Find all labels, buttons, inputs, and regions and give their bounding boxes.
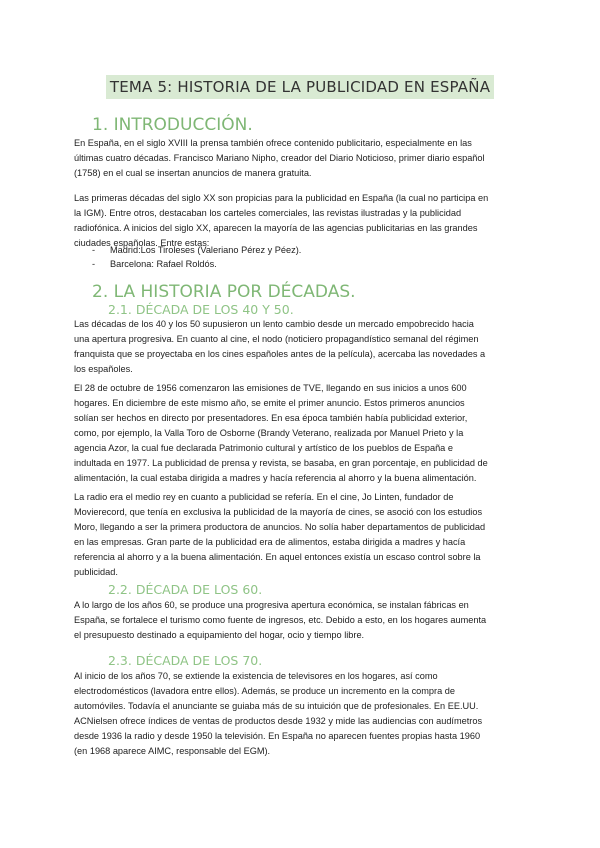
text-line: indultada en 1977. La publicidad de prensa y revista, se basaba, en gran porcentaje, en publicidad de [74,458,488,468]
text-line: Al inicio de los años 70, se extiende la existencia de televisores en los hogares, así como [74,671,438,681]
subsection-heading-40-50: 2.1. DÉCADA DE LOS 40 Y 50. [108,302,294,317]
text-line: en las empresas. Gran parte de la publicidad era de alimentos, estaba dirigida a madres y hacía [74,537,466,547]
text-line: los españoles. [74,364,133,374]
document-title: TEMA 5: HISTORIA DE LA PUBLICIDAD EN ESPAÑA [106,75,494,99]
text-line: como, por ejemplo, la Valla Toro de Osborne (Brandy Veterano, realizada por Manuel Prieto y la [74,428,464,438]
text-line: (en 1968 aparece AIMC, responsable del EGM). [74,746,271,756]
text-line: referencia al ahorro y a la buena alimentación. En aquel entonces existía un escaso control sobre la [74,552,481,562]
text-line: Las décadas de los 40 y los 50 supusieron un lento cambio desde un mercado empobrecido hacia [74,319,474,329]
section-heading-introduccion: 1. INTRODUCCIÓN. [92,115,253,135]
text-line: el presupuesto destinado a equipamiento del hogar, ocio y tiempo libre. [74,630,365,640]
text-line: solían ser hechos en directo por presentadores. En esa época también había publicidad exterior, [74,413,468,423]
text-line: La radio era el medio rey en cuanto a publicidad se refería. En el cine, Jo Linten, fundador de [74,492,454,502]
section-heading-historia: 2. LA HISTORIA POR DÉCADAS. [92,282,356,302]
text-line: automóviles. Todavía el anunciante se guiaba más de su intuición que de profesionales. En EE.UU. [74,701,479,711]
text-line: desde 1936 la radio y desde 1950 la televisión. En España no aparecen fuentes propias hasta 1960 [74,731,481,741]
text-line: A lo largo de los años 60, se produce una progresiva apertura económica, se instalan fábricas en [74,600,469,610]
paragraph [74,669,526,759]
text-line: alimentación, la cual estaba dirigida a madres y hacía referencia al ahorro y la buena alimentación. [74,473,477,483]
text-line: ACNielsen ofrece índices de ventas de productos desde 1932 y mide las audiencias con audímetros [74,716,483,726]
text-line: últimas cuatro décadas. Francisco Mariano Nipho, creador del Diario Noticioso, primer diario español [74,153,485,163]
text-line: España, se fortalece el turismo como fuente de ingresos, etc. Debido a esto, en los hogares aumenta [74,615,487,625]
text-line: una apertura progresiva. En cuanto al cine, el nodo (noticiero propagandístico semanal del régimen [74,334,479,344]
paragraph [74,598,526,643]
text-line: Las primeras décadas del siglo XX son propicias para la publicidad en España (la cual no participa en [74,193,489,203]
subsection-heading-60: 2.2. DÉCADA DE LOS 60. [108,582,263,597]
list-item: - Barcelona: Rafael Roldós. [92,257,301,271]
text-line: Movierecord, que tenía en exclusiva la publicidad de la mayoría de cines, se asoció con los estudios [74,507,483,517]
text-line: ciudades españolas. Entre estas: [74,238,210,248]
paragraph [74,136,526,181]
text-line: Moro, llegando a ser la primera productora de anuncios. No solía haber departamentos de publicidad [74,522,486,532]
text-line: publicidad. [74,567,118,577]
text-line: hogares. En diciembre de este mismo año, se emite el primer anuncio. Estos primeros anuncios [74,398,465,408]
text-line: franquista que se proyectaba en los cines españoles antes de la película), acercaba las novedades a [74,349,486,359]
text-line: electrodomésticos (lavadora entre ellos). Además, se produce un incremento en la compra de [74,686,455,696]
text-line: El 28 de octubre de 1956 comenzaron las emisiones de TVE, llegando en sus inicios a unos 600 [74,383,467,393]
list-item: - Madrid:Los Tiroleses (Valeriano Pérez y Péez). [92,243,301,257]
text-line: En España, en el siglo XVIII la prensa también ofrece contenido publicitario, especialmente en las [74,138,472,148]
agency-list [92,243,301,271]
paragraph [74,191,526,251]
paragraph [74,381,526,486]
text-line: (1758) en el cual se insertan anuncios de manera gratuita. [74,168,312,178]
text-line: agencia Azor, la cual fue declarada Patrimonio cultural y artístico de los pueblos de España e [74,443,453,453]
paragraph [74,317,526,377]
text-line: radiofónica. A inicios del siglo XX, aparecen la mayoría de las agencias publicitarias en las grandes [74,223,478,233]
paragraph [74,490,526,580]
subsection-heading-70: 2.3. DÉCADA DE LOS 70. [108,653,263,668]
text-line: la IGM). Entre otros, destacaban los carteles comerciales, las revistas ilustradas y la publicidad [74,208,462,218]
